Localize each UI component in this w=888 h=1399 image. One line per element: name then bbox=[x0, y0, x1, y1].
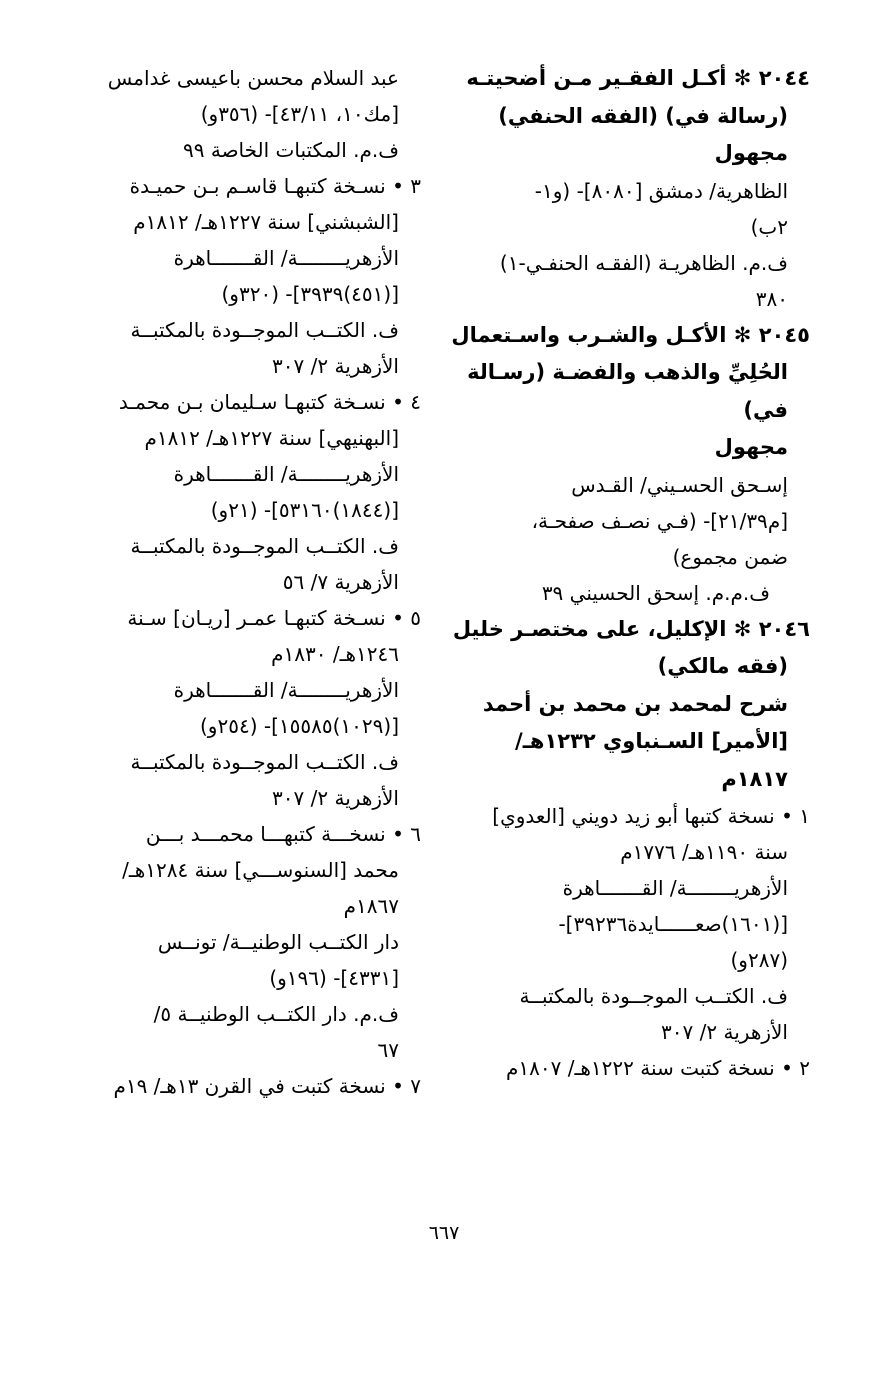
text-line: الأزهرية ٢/ ٣٠٧ bbox=[661, 1020, 788, 1044]
text-line: ٣ • نسـخة كتبهـا قاسـم بـن حميـدة bbox=[129, 174, 421, 198]
text-line: شرح لمحمد بن محمد بن أحمد bbox=[482, 691, 788, 716]
text-line: في) bbox=[743, 397, 788, 422]
text-line: [الشبشني] سنة ١٢٢٧هـ/ ١٨١٢م bbox=[133, 210, 399, 234]
text-line: ف. الكتــب الموجــودة بالمكتبــة bbox=[519, 984, 788, 1008]
text-line: [م٢١/٣٩]- (فـي نصـف صفحـة، bbox=[531, 508, 788, 533]
text-line: ف.م.م. إسحق الحسيني ٣٩ bbox=[541, 580, 770, 605]
text-line: ٥ • نسـخة كتبهـا عمـر [ريـان] سـنة bbox=[127, 606, 421, 630]
text-line: عبد السلام محسن باعيسى غدامس bbox=[107, 66, 399, 90]
text-line: ضمن مجموع) bbox=[672, 544, 788, 569]
text-line: ١٨٦٧م bbox=[343, 894, 399, 918]
right-column bbox=[451, 60, 810, 1086]
text-line: [(٤٥١)٣٩٣٩]- (٣٢٠و) bbox=[221, 282, 399, 306]
text-line: ٤ • نسـخة كتبهـا سـليمان بـن محمـد bbox=[118, 390, 421, 414]
text-line: الأزهرية ٧/ ٥٦ bbox=[282, 570, 399, 594]
text-line: [البهنيهي] سنة ١٢٢٧هـ/ ١٨١٢م bbox=[144, 426, 399, 450]
text-line: ف.م. دار الكتــب الوطنيــة ٥/ bbox=[153, 1002, 399, 1026]
text-line: ٢٠٤٦ ✻ الإكليل، على مختصـر خليل bbox=[452, 616, 810, 641]
text-line: ١٨١٧م bbox=[721, 766, 788, 791]
text-line: إسـحق الحسـيني/ القـدس bbox=[571, 472, 788, 497]
text-line: ف. الكتــب الموجــودة بالمكتبــة bbox=[130, 318, 399, 342]
text-line: (رسالة في) (الفقه الحنفي) bbox=[498, 103, 788, 128]
text-line: ٢٠٤٤ ✻ أكـل الفقـير مـن أضحيتـه bbox=[466, 66, 810, 90]
text-line: الأزهرية ٢/ ٣٠٧ bbox=[272, 786, 399, 810]
text-line: [(١٦٠١)صعــــــايدة٣٩٢٣٦]- bbox=[558, 912, 788, 936]
text-line: الأزهرية ٢/ ٣٠٧ bbox=[272, 354, 399, 378]
text-line: ف.م. المكتبات الخاصة ٩٩ bbox=[183, 138, 399, 162]
text-line: مجهول bbox=[714, 141, 788, 165]
text-line: (٢٨٧و) bbox=[730, 948, 788, 972]
text-line: ف.م. الظاهريـة (الفقـه الحنفـي-١) bbox=[499, 250, 788, 275]
text-line: [مك١٠، ٤٣/١١]- (٣٥٦و) bbox=[200, 102, 399, 126]
text-line: ١ • نسخة كتبها أبو زيد دويني [العدوي] bbox=[492, 804, 810, 828]
text-line: الحُلِيِّ والذهب والفضـة (رسـالة bbox=[467, 360, 788, 384]
text-line: دار الكتــب الوطنيــة/ تونــس bbox=[157, 930, 399, 954]
text-line: الأزهريــــــــة/ القـــــــاهرة bbox=[173, 678, 399, 702]
text-line: ٢ب) bbox=[750, 214, 788, 239]
text-line: الظاهرية/ دمشق [٨٠٨٠]- (و١- bbox=[534, 178, 788, 203]
text-line: [الأمير] السـنباوي ١٢٣٢هـ/ bbox=[515, 729, 788, 753]
text-line: الأزهريــــــــة/ القـــــــاهرة bbox=[173, 246, 399, 270]
text-line: الأزهريــــــــة/ القـــــــاهرة bbox=[173, 462, 399, 486]
page-number: ٦٦٧ bbox=[428, 1222, 460, 1244]
text-line: سنة ١١٩٠هـ/ ١٧٧٦م bbox=[620, 840, 788, 864]
text-line: [(١٨٤٤)٥٣١٦٠]- (٢١و) bbox=[210, 498, 399, 522]
text-line: ٢ • نسخة كتبت سنة ١٢٢٢هـ/ ١٨٠٧م bbox=[506, 1056, 810, 1080]
text-line: الأزهريــــــــة/ القـــــــاهرة bbox=[562, 876, 788, 900]
text-line: ف. الكتــب الموجــودة بالمكتبــة bbox=[130, 750, 399, 774]
text-line: ٢٠٤٥ ✻ الأكـل والشـرب واسـتعمال bbox=[451, 322, 810, 347]
text-line: (فقه مالكي) bbox=[657, 654, 788, 678]
text-line: [(١٠٢٩)١٥٥٨٥]- (٢٥٤و) bbox=[200, 714, 399, 738]
text-line: ف. الكتــب الموجــودة بالمكتبــة bbox=[130, 534, 399, 558]
text-line: [٤٣٣١]- (١٩٦و) bbox=[269, 966, 399, 990]
text-line: مجهول bbox=[714, 435, 788, 459]
text-line: محمد [السنوســـي] سنة ١٢٨٤هـ/ bbox=[122, 858, 399, 882]
left-column bbox=[86, 60, 421, 1104]
text-line: ٣٨٠ bbox=[755, 286, 788, 311]
text-line: ٦٧ bbox=[377, 1038, 399, 1062]
text-line: ١٢٤٦هـ/ ١٨٣٠م bbox=[271, 642, 399, 666]
text-line: ٧ • نسخة كتبت في القرن ١٣هـ/ ١٩م bbox=[113, 1074, 421, 1098]
text-line: ٦ • نسخـــة كتبهـــا محمـــد بـــن bbox=[145, 822, 421, 846]
